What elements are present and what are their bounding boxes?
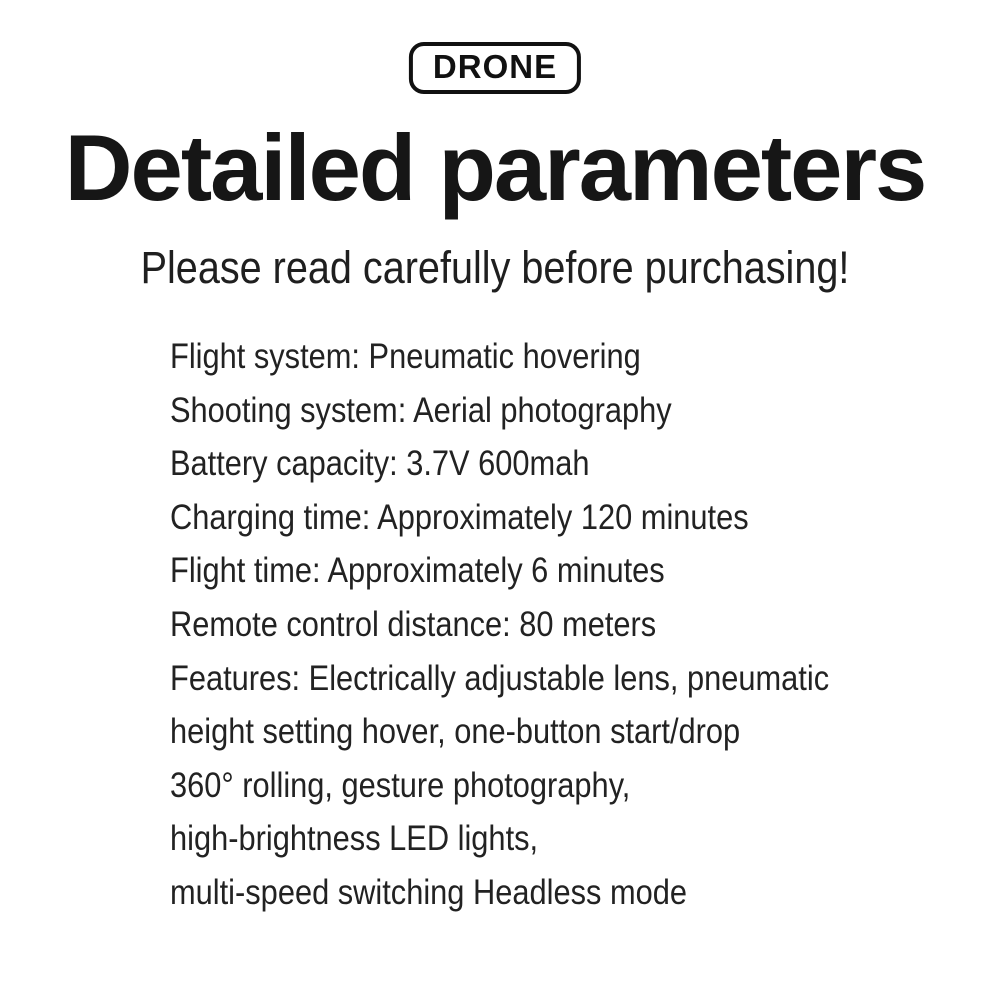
page-subtitle: Please read carefully before purchasing!: [140, 242, 850, 293]
spec-features-line-2: height setting hover, one-button start/drop: [170, 712, 741, 752]
specs-list: [170, 330, 829, 920]
page-title: Detailed parameters: [64, 115, 926, 220]
spec-charging-time: Charging time: Approximately 120 minutes: [170, 497, 749, 537]
product-category-badge: DRONE: [409, 42, 581, 94]
spec-features-line-3: 360° rolling, gesture photography,: [170, 765, 631, 805]
spec-shooting-system: Shooting system: Aerial photography: [170, 390, 672, 430]
spec-features-line-1: Features: Electrically adjustable lens, pneumatic: [170, 658, 830, 698]
spec-battery-capacity: Battery capacity: 3.7V 600mah: [170, 444, 590, 484]
spec-flight-system: Flight system: Pneumatic hovering: [170, 337, 641, 376]
spec-flight-time: Flight time: Approximately 6 minutes: [170, 551, 665, 591]
spec-features-line-4: high-brightness LED lights,: [170, 819, 539, 859]
spec-remote-distance: Remote control distance: 80 meters: [170, 604, 657, 644]
spec-features-line-5: multi-speed switching Headless mode: [170, 872, 687, 912]
